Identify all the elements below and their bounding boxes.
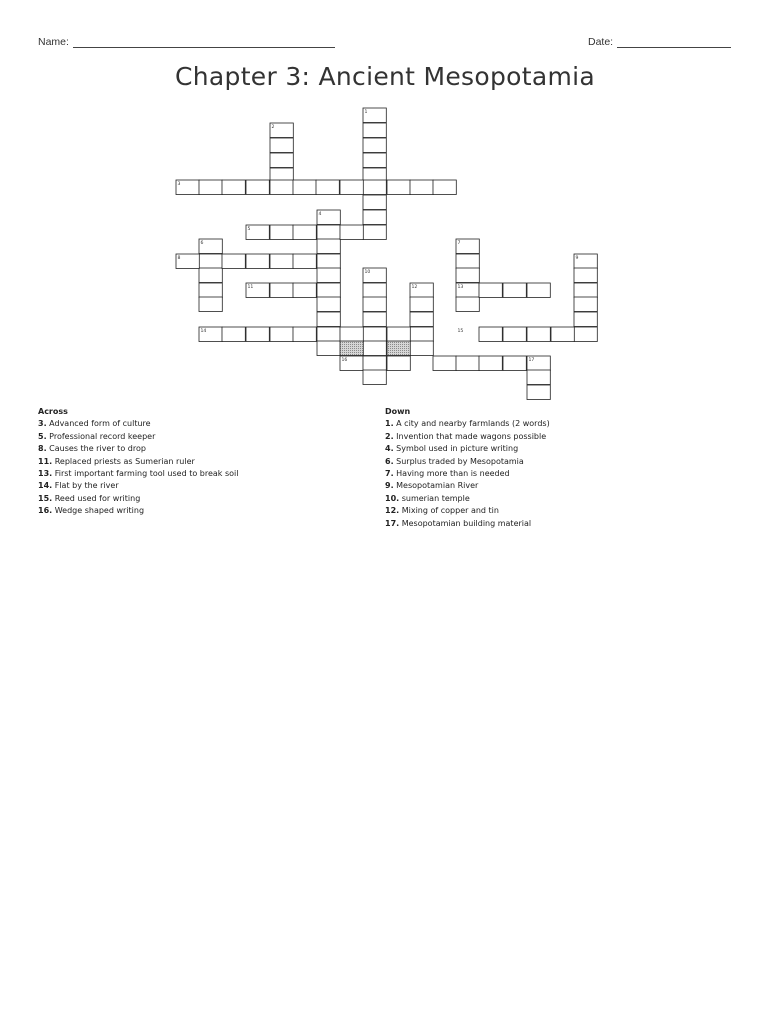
crossword-cell[interactable]: [317, 225, 340, 240]
crossword-cell[interactable]: [246, 254, 269, 269]
crossword-cell[interactable]: [222, 327, 245, 342]
crossword-cell[interactable]: [363, 283, 386, 298]
clue-number: 13.: [38, 469, 53, 479]
crossword-cell[interactable]: [363, 195, 386, 210]
clue-text: Professional record keeper: [46, 431, 156, 441]
down-clue: [385, 418, 725, 430]
crossword-cell[interactable]: [363, 123, 386, 138]
clue-text: Replaced priests as Sumerian ruler: [52, 456, 195, 466]
crossword-cell[interactable]: [574, 297, 597, 312]
clue-number: 1.: [385, 419, 394, 429]
clue-number-2: 2: [271, 125, 275, 131]
down-clue: [385, 468, 725, 480]
clue-number-9: 9: [575, 256, 579, 262]
clue-number-14: 14: [200, 329, 207, 335]
clue-number-6: 6: [200, 241, 204, 247]
crossword-cell[interactable]: [527, 385, 550, 400]
clue-number-15: 15: [457, 329, 464, 335]
crossword-cell[interactable]: [479, 356, 502, 371]
crossword-cell[interactable]: [574, 312, 597, 327]
crossword-cell[interactable]: [270, 180, 293, 195]
across-clue: [38, 493, 368, 505]
name-label: Name:: [38, 36, 69, 48]
crossword-cell[interactable]: [316, 180, 339, 195]
crossword-cell[interactable]: [503, 356, 526, 371]
clue-text: Mesopotamian River: [393, 481, 479, 491]
clue-number-12: 12: [411, 285, 418, 291]
clue-number: 10.: [385, 493, 400, 503]
crossword-cell[interactable]: [199, 180, 222, 195]
clue-number-13: 13: [457, 285, 464, 291]
crossword-cell[interactable]: [363, 327, 386, 342]
across-clue: [38, 480, 368, 492]
clue-number: 12.: [385, 506, 400, 516]
crossword-cell[interactable]: [270, 225, 293, 240]
crossword-cell[interactable]: [270, 254, 293, 269]
crossword-cell[interactable]: [317, 312, 340, 327]
clue-text: Symbol used in picture writing: [393, 444, 519, 454]
clue-number: 14.: [38, 481, 53, 491]
clue-number-11: 11: [247, 285, 254, 291]
crossword-cell[interactable]: [317, 239, 340, 254]
crossword-cell[interactable]: [527, 370, 550, 385]
crossword-grid: [0, 0, 770, 400]
crossword-cell[interactable]: [340, 225, 363, 240]
crossword-cell[interactable]: [317, 283, 340, 298]
clue-text: Causes the river to drop: [46, 444, 146, 454]
crossword-cell[interactable]: [199, 254, 222, 269]
crossword-cell[interactable]: [222, 254, 245, 269]
across-clue: [38, 443, 368, 455]
crossword-cell[interactable]: [387, 356, 410, 371]
clue-number-10: 10: [364, 270, 371, 276]
crossword-cell[interactable]: [410, 341, 433, 356]
crossword-cell[interactable]: [410, 312, 433, 327]
clue-number: 3.: [38, 419, 47, 429]
crossword-cell[interactable]: [246, 327, 269, 342]
down-clue: [385, 480, 725, 492]
crossword-cell[interactable]: [551, 327, 574, 342]
crossword-cell[interactable]: [293, 327, 316, 342]
clue-number-1: 1: [364, 110, 368, 116]
clue-text: First important farming tool used to break soil: [52, 469, 239, 479]
crossword-cell[interactable]: [363, 297, 386, 312]
clue-text: Wedge shaped writing: [52, 506, 145, 516]
clue-text: Mesopotamian building material: [399, 518, 532, 528]
down-clue: [385, 443, 725, 455]
crossword-cell[interactable]: [293, 254, 316, 269]
date-label: Date:: [588, 36, 614, 48]
clue-number: 9.: [385, 481, 394, 491]
crossword-cell[interactable]: [199, 283, 222, 298]
clue-number-16: 16: [341, 358, 348, 364]
crossword-cell[interactable]: [479, 327, 502, 342]
clue-text: Surplus traded by Mesopotamia: [393, 456, 524, 466]
clue-number-17: 17: [528, 358, 535, 364]
clue-number: 17.: [385, 518, 400, 528]
clue-number: 4.: [385, 444, 394, 454]
crossword-cell[interactable]: [410, 180, 433, 195]
clue-number: 16.: [38, 506, 53, 516]
clue-number: 11.: [38, 456, 53, 466]
crossword-cell[interactable]: [317, 341, 340, 356]
clue-number-8: 8: [177, 256, 181, 262]
crossword-cell[interactable]: [456, 254, 479, 269]
crossword-cell[interactable]: [387, 327, 410, 342]
down-heading: Down: [385, 407, 411, 416]
crossword-cell[interactable]: [456, 356, 479, 371]
down-clue: [385, 518, 725, 530]
clue-text: Reed used for writing: [52, 493, 141, 503]
across-clue: [38, 456, 368, 468]
crossword-cell[interactable]: [387, 180, 410, 195]
crossword-cell[interactable]: [363, 370, 386, 385]
crossword-cell[interactable]: [317, 254, 340, 269]
clue-number: 8.: [38, 444, 47, 454]
down-clue: [385, 456, 725, 468]
crossword-cell[interactable]: [270, 283, 293, 298]
across-clue: [38, 431, 368, 443]
across-heading: Across: [38, 407, 68, 416]
across-clue: [38, 418, 368, 430]
down-clue: [385, 493, 725, 505]
clue-text: Mixing of copper and tin: [399, 506, 499, 516]
crossword-cell[interactable]: [199, 297, 222, 312]
crossword-cell[interactable]: [222, 180, 245, 195]
across-clue: [38, 468, 368, 480]
clue-number-3: 3: [177, 182, 181, 188]
crossword-cell[interactable]: [410, 297, 433, 312]
crossword-cell[interactable]: [293, 283, 316, 298]
crossword-cell[interactable]: [574, 268, 597, 283]
crossword-cell[interactable]: [317, 297, 340, 312]
crossword-cell[interactable]: [317, 268, 340, 283]
crossword-cell[interactable]: [456, 268, 479, 283]
clue-number: 6.: [385, 456, 394, 466]
crossword-cell[interactable]: [363, 356, 386, 371]
clue-number: 7.: [385, 469, 394, 479]
crossword-cell[interactable]: [363, 312, 386, 327]
crossword-cell[interactable]: [503, 327, 526, 342]
clue-number-4: 4: [318, 212, 322, 218]
crossword-cell[interactable]: [574, 283, 597, 298]
clue-number: 15.: [38, 493, 53, 503]
crossword-cell[interactable]: [199, 268, 222, 283]
crossword-cell[interactable]: [363, 153, 386, 168]
clue-number-5: 5: [247, 227, 251, 233]
clue-number: 5.: [38, 431, 47, 441]
clue-text: Advanced form of culture: [46, 419, 151, 429]
crossword-cell[interactable]: [293, 225, 316, 240]
crossword-cell[interactable]: [317, 327, 340, 342]
clue-text: A city and nearby farmlands (2 words): [393, 419, 550, 429]
crossword-cell[interactable]: [270, 153, 293, 168]
down-clues: [385, 406, 725, 530]
shaded-cell: [387, 341, 410, 356]
crossword-cell[interactable]: [363, 225, 386, 240]
crossword-cell[interactable]: [527, 327, 550, 342]
down-clue: [385, 505, 725, 517]
clue-number: 2.: [385, 431, 394, 441]
crossword-cell[interactable]: [433, 180, 456, 195]
clue-text: Invention that made wagons possible: [393, 431, 547, 441]
clue-text: Having more than is needed: [393, 469, 510, 479]
across-clue: [38, 505, 368, 517]
down-clue: [385, 431, 725, 443]
crossword-cell[interactable]: [456, 297, 479, 312]
page-title: Chapter 3: Ancient Mesopotamia: [175, 62, 595, 91]
crossword-cell[interactable]: [363, 138, 386, 153]
clue-text: Flat by the river: [52, 481, 119, 491]
crossword-cell[interactable]: [270, 138, 293, 153]
crossword-cell[interactable]: [340, 327, 363, 342]
crossword-cell[interactable]: [363, 341, 386, 356]
crossword-cell[interactable]: [479, 283, 502, 298]
crossword-cell[interactable]: [433, 356, 456, 371]
clue-number-7: 7: [457, 241, 461, 247]
crossword-cell[interactable]: [574, 327, 597, 342]
crossword-cell[interactable]: [340, 180, 363, 195]
crossword-cell[interactable]: [270, 327, 293, 342]
crossword-cell[interactable]: [363, 210, 386, 225]
clue-text: sumerian temple: [399, 493, 470, 503]
crossword-cell[interactable]: [410, 327, 433, 342]
crossword-cell[interactable]: [246, 180, 269, 195]
crossword-cell[interactable]: [293, 180, 316, 195]
crossword-cell[interactable]: [503, 283, 526, 298]
crossword-cell[interactable]: [527, 283, 550, 298]
shaded-cell: [340, 341, 363, 356]
across-clues: [38, 406, 368, 518]
crossword-cell[interactable]: [363, 180, 386, 195]
